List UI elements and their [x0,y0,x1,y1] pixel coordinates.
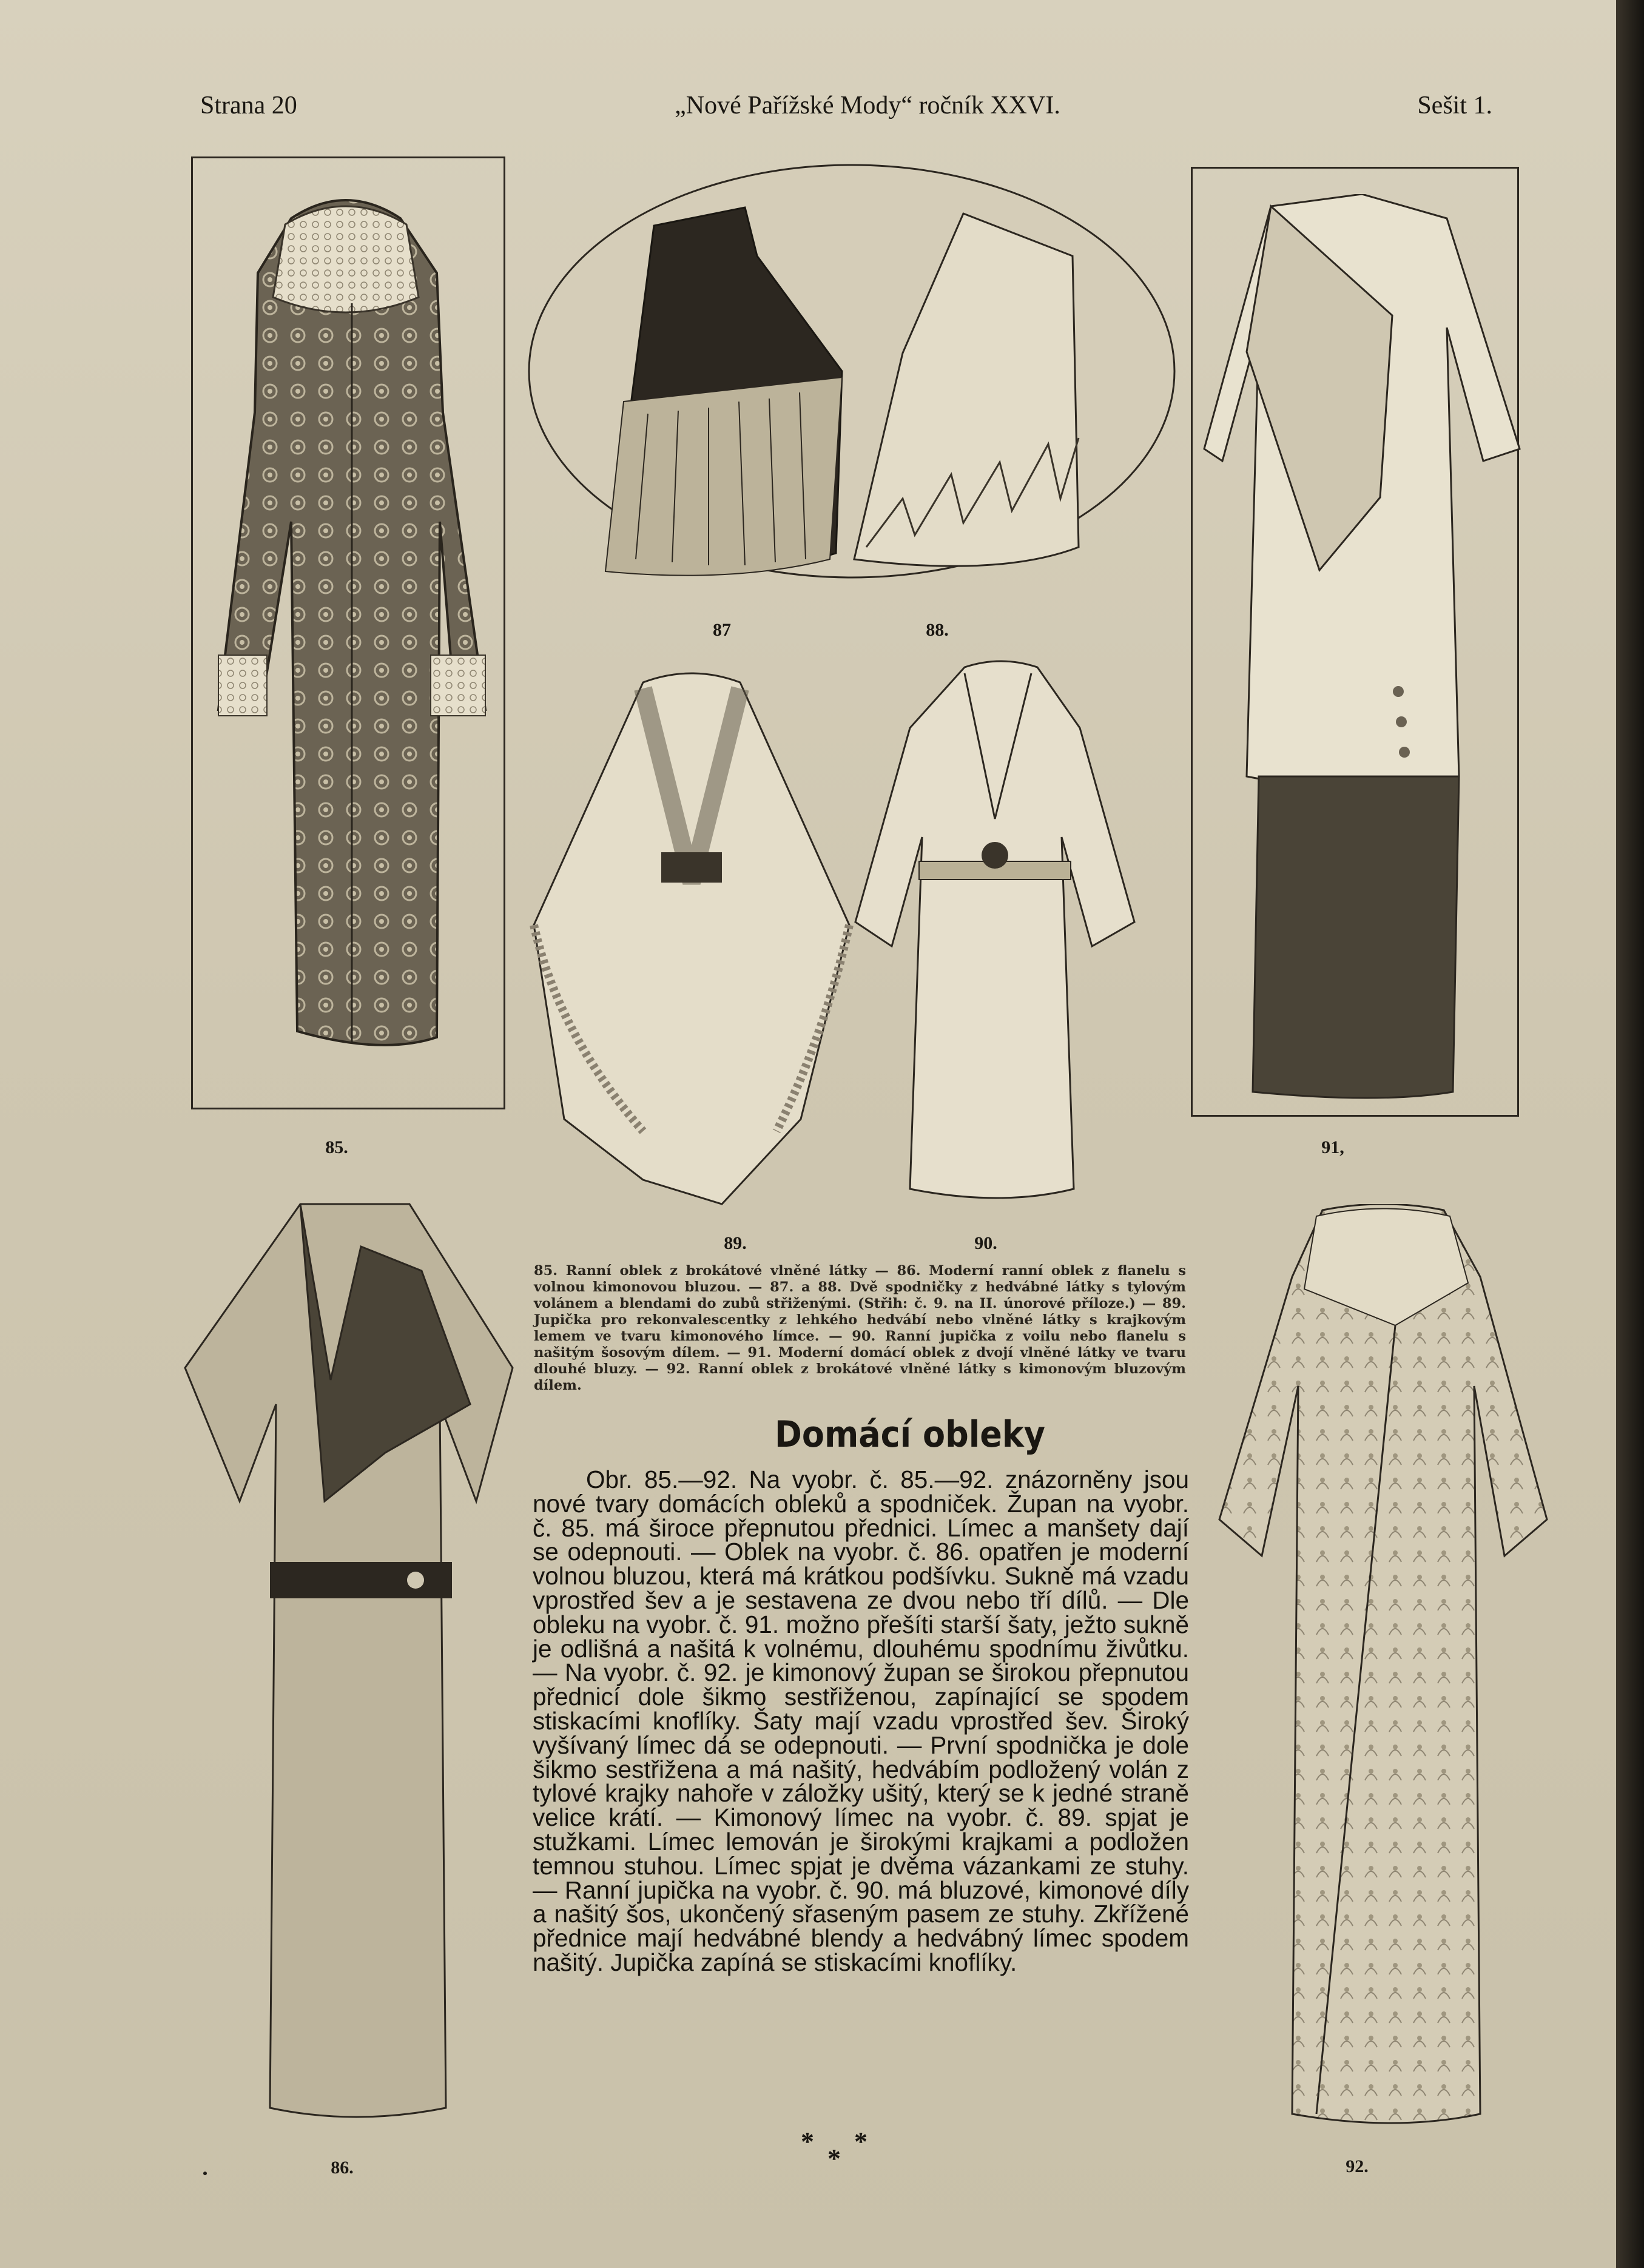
figure-87-88-oval [527,159,1177,596]
asterisk: * [854,2127,867,2156]
running-title: „Nové Pařížské Mody“ ročník XXVI. [675,92,1060,119]
figure-number-90: 90. [974,1233,997,1253]
figure-caption: 85. Ranní oblek z brokátové vlněné látky — 86. Moderní ranní oblek z flanelu s volnou kimonovou bluzou. — 87. a 88. Dvě spodničky z hedvábné látky s tylovým volánem a blendami do zubů střiženými. (Střih: č. 9. na II. únorové příloze.) — 89. Jupička pro rekonvalescentky z lehkého hedvábí nebo vlněné látky s krajkovým lemem ve tvaru kimonového límce. — 90. Ranní jupička z voilu nebo flanelu s našitým šosovým dílem. — 91. Moderní domácí oblek z dvojí vlněné látky ve tvaru dlouhé bluzy. — 92. Ranní oblek z brokátové vlněné látky s kimonovým bluzovým dílem. [534,1263,1186,1393]
asterisk: * [827,2144,841,2173]
figure-number-86: 86. [331,2158,354,2178]
article-title: Domácí obleky [775,1413,1045,1456]
page-number: Strana 20 [200,92,297,119]
figure-number-87: 87 [713,620,731,640]
asterisk: * [801,2127,814,2156]
ink-speck [203,2172,207,2175]
figure-89-illustration [522,670,861,1216]
figure-number-85: 85. [325,1137,348,1157]
figure-92-illustration [1213,1204,1553,2132]
figure-86-illustration [179,1198,519,2132]
figure-number-89: 89. [724,1233,747,1253]
figure-number-88: 88. [926,620,949,640]
figure-91-illustration [1198,194,1526,1104]
figure-90-illustration [849,655,1140,1213]
article-body: Obr. 85.—92. Na vyobr. č. 85.—92. znázorněny jsou nové tvary domácích obleků a spodniček. Župan na vyobr. č. 85. má široce přepnutou přednici. Límec a manšety dají se odepnouti. — Oblek na vyobr. č. 86. opatřen je moderní volnou bluzou, která má krátkou podšívku. Sukně má vzadu vprostřed šev a je sestavena ze dvou nebo tří dílů. — Dle obleku na vyobr. č. 91. možno přešíti starší šaty, ježto sukně je odlišná a našitá k volnému, dlouhému spodnímu živůtku. — Na vyobr. č. 92. je kimonový župan se širokou přepnutou přednicí dole šikmo sestřiženou, zapínající se spodem stiskacími knoflíky. Šaty mají vzadu vprostřed šev. Široký vyšívaný límec dá se odepnouti. — První spodnička je dole šikmo sestřižena a má našitý, hedvábím podložený volán z tylové krajky nahoře v záložky ušitý, který se k jedné straně velice krátí. — Kimonový límec na vyobr. č. 89. spjat je stužkami. Límec lemován je širokými krajkami a podložen temnou stuhou. Límec spjat je dvěma vázankami ze stuhy. — Ranní jupička na vyobr. č. 90. má bluzové, kimonové díly a našitý šos, ukončený sřaseným pasem ze stuhy. Zkřížené přednice mají hedvábné blendy a hedvábný límec spodem našitý. Jupička zapíná se stiskacími knoflíky. [533,1465,1189,1976]
figure-number-92: 92. [1346,2156,1369,2176]
scan-edge [1616,0,1644,2268]
figure-85-illustration [200,182,491,1080]
issue-number: Sešit 1. [1417,92,1492,119]
figure-number-91: 91, [1321,1137,1344,1157]
